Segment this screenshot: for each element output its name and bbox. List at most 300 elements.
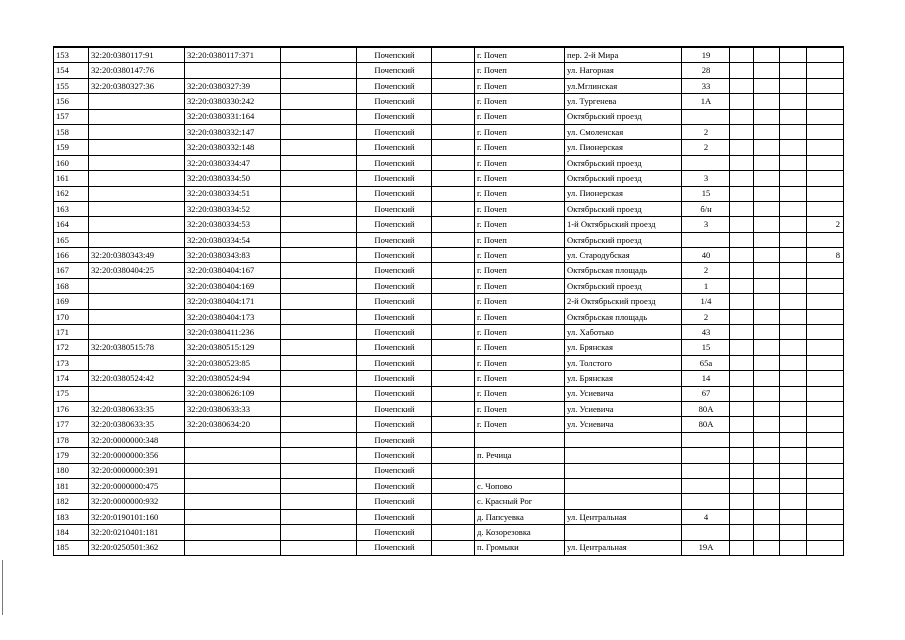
land-cadastral-number-cell (89, 140, 185, 155)
land-cadastral-number-cell (89, 201, 185, 216)
extra-column-3-cell (780, 109, 807, 124)
extra-column-4-cell: 8 (807, 248, 844, 263)
street-cell: Октябрьский проезд (565, 155, 682, 170)
row-number-cell: 184 (54, 525, 89, 540)
table-row (54, 540, 844, 555)
settlement-cell: г. Почеп (475, 248, 565, 263)
table-row (54, 78, 844, 93)
extra-column-2-cell (754, 140, 780, 155)
extra-column-3-cell (780, 140, 807, 155)
extra-column-3-cell (780, 248, 807, 263)
street-cell (565, 494, 682, 509)
blank-column-2-cell (432, 448, 475, 463)
extra-column-4-cell (807, 340, 844, 355)
building-cadastral-number-cell (185, 494, 281, 509)
extra-column-2-cell (754, 448, 780, 463)
settlement-cell: г. Почеп (475, 417, 565, 432)
blank-column-cell (281, 432, 357, 447)
table-row (54, 263, 844, 278)
extra-column-4-cell (807, 263, 844, 278)
extra-column-1-cell (730, 263, 754, 278)
settlement-cell: г. Почеп (475, 371, 565, 386)
district-cell: Почепский (357, 309, 432, 324)
blank-column-2-cell (432, 248, 475, 263)
district-cell: Почепский (357, 171, 432, 186)
extra-column-3-cell (780, 63, 807, 78)
land-cadastral-number-cell (89, 309, 185, 324)
building-cadastral-number-cell (185, 478, 281, 493)
street-cell: ул. Тургенева (565, 94, 682, 109)
extra-column-4-cell (807, 417, 844, 432)
land-cadastral-number-cell: 32:20:0380515:78 (89, 340, 185, 355)
street-cell: Октябрьский проезд (565, 201, 682, 216)
street-cell: ул. Центральная (565, 540, 682, 555)
district-cell: Почепский (357, 248, 432, 263)
building-cadastral-number-cell: 32:20:0380332:148 (185, 140, 281, 155)
blank-column-cell (281, 371, 357, 386)
house-number-cell: 4 (682, 509, 730, 524)
extra-column-1-cell (730, 124, 754, 139)
extra-column-1-cell (730, 432, 754, 447)
settlement-cell: г. Почеп (475, 63, 565, 78)
blank-column-cell (281, 540, 357, 555)
building-cadastral-number-cell: 32:20:0380334:50 (185, 171, 281, 186)
extra-column-2-cell (754, 294, 780, 309)
extra-column-1-cell (730, 78, 754, 93)
blank-column-2-cell (432, 325, 475, 340)
blank-column-cell (281, 494, 357, 509)
blank-column-cell (281, 78, 357, 93)
blank-column-2-cell (432, 140, 475, 155)
table-row (54, 217, 844, 232)
land-cadastral-number-cell: 32:20:0210401:181 (89, 525, 185, 540)
district-cell: Почепский (357, 325, 432, 340)
extra-column-1-cell (730, 140, 754, 155)
district-cell: Почепский (357, 124, 432, 139)
extra-column-2-cell (754, 155, 780, 170)
settlement-cell: д. Козорезовка (475, 525, 565, 540)
land-cadastral-number-cell (89, 155, 185, 170)
settlement-cell: г. Почеп (475, 355, 565, 370)
house-number-cell (682, 478, 730, 493)
blank-column-cell (281, 109, 357, 124)
extra-column-4-cell (807, 94, 844, 109)
settlement-cell: д. Папсуевка (475, 509, 565, 524)
blank-column-2-cell (432, 47, 475, 63)
house-number-cell: 2 (682, 124, 730, 139)
row-number-cell: 158 (54, 124, 89, 139)
extra-column-2-cell (754, 540, 780, 555)
extra-column-4-cell (807, 448, 844, 463)
settlement-cell: г. Почеп (475, 232, 565, 247)
blank-column-2-cell (432, 232, 475, 247)
blank-column-2-cell (432, 63, 475, 78)
building-cadastral-number-cell: 32:20:0380331:164 (185, 109, 281, 124)
extra-column-3-cell (780, 494, 807, 509)
street-cell: ул. Усиевича (565, 386, 682, 401)
blank-column-2-cell (432, 525, 475, 540)
street-cell: ул. Нагорная (565, 63, 682, 78)
extra-column-4-cell (807, 540, 844, 555)
row-number-cell: 159 (54, 140, 89, 155)
row-number-cell: 153 (54, 47, 89, 63)
settlement-cell: г. Почеп (475, 386, 565, 401)
table-row (54, 248, 844, 263)
extra-column-2-cell (754, 340, 780, 355)
land-cadastral-number-cell (89, 355, 185, 370)
extra-column-1-cell (730, 186, 754, 201)
extra-column-3-cell (780, 217, 807, 232)
street-cell: ул. Брянская (565, 371, 682, 386)
extra-column-4-cell (807, 78, 844, 93)
extra-column-2-cell (754, 186, 780, 201)
house-number-cell: 43 (682, 325, 730, 340)
blank-column-2-cell (432, 386, 475, 401)
row-number-cell: 181 (54, 478, 89, 493)
extra-column-3-cell (780, 509, 807, 524)
extra-column-2-cell (754, 478, 780, 493)
house-number-cell: б/н (682, 201, 730, 216)
extra-column-4-cell (807, 63, 844, 78)
house-number-cell: 33 (682, 78, 730, 93)
house-number-cell: 15 (682, 340, 730, 355)
district-cell: Почепский (357, 478, 432, 493)
land-cadastral-number-cell: 32:20:0000000:348 (89, 432, 185, 447)
extra-column-4-cell (807, 494, 844, 509)
blank-column-2-cell (432, 78, 475, 93)
building-cadastral-number-cell: 32:20:0380515:129 (185, 340, 281, 355)
blank-column-cell (281, 463, 357, 478)
district-cell: Почепский (357, 155, 432, 170)
building-cadastral-number-cell: 32:20:0380343:83 (185, 248, 281, 263)
settlement-cell (475, 432, 565, 447)
house-number-cell: 19 (682, 47, 730, 63)
table-row (54, 94, 844, 109)
settlement-cell: г. Почеп (475, 325, 565, 340)
extra-column-2-cell (754, 325, 780, 340)
blank-column-cell (281, 94, 357, 109)
blank-column-cell (281, 309, 357, 324)
settlement-cell: г. Почеп (475, 109, 565, 124)
building-cadastral-number-cell: 32:20:0380327:39 (185, 78, 281, 93)
extra-column-3-cell (780, 540, 807, 555)
blank-column-2-cell (432, 417, 475, 432)
settlement-cell: г. Почеп (475, 94, 565, 109)
table-row (54, 386, 844, 401)
blank-column-cell (281, 448, 357, 463)
district-cell: Почепский (357, 355, 432, 370)
extra-column-2-cell (754, 401, 780, 416)
extra-column-2-cell (754, 371, 780, 386)
extra-column-1-cell (730, 340, 754, 355)
extra-column-1-cell (730, 309, 754, 324)
extra-column-4-cell (807, 386, 844, 401)
building-cadastral-number-cell: 32:20:0380334:54 (185, 232, 281, 247)
building-cadastral-number-cell: 32:20:0380404:173 (185, 309, 281, 324)
extra-column-3-cell (780, 432, 807, 447)
house-number-cell: 2 (682, 263, 730, 278)
district-cell: Почепский (357, 432, 432, 447)
table-row (54, 432, 844, 447)
land-cadastral-number-cell (89, 325, 185, 340)
house-number-cell (682, 109, 730, 124)
blank-column-cell (281, 340, 357, 355)
blank-column-2-cell (432, 201, 475, 216)
extra-column-2-cell (754, 509, 780, 524)
land-cadastral-number-cell: 32:20:0380147:76 (89, 63, 185, 78)
settlement-cell: г. Почеп (475, 340, 565, 355)
settlement-cell: г. Почеп (475, 294, 565, 309)
building-cadastral-number-cell: 32:20:0380334:53 (185, 217, 281, 232)
street-cell: ул. Пионерская (565, 140, 682, 155)
table-row (54, 124, 844, 139)
district-cell: Почепский (357, 340, 432, 355)
building-cadastral-number-cell: 32:20:0380411:236 (185, 325, 281, 340)
settlement-cell: г. Почеп (475, 155, 565, 170)
building-cadastral-number-cell: 32:20:0380330:242 (185, 94, 281, 109)
blank-column-2-cell (432, 94, 475, 109)
land-cadastral-number-cell: 32:20:0380327:36 (89, 78, 185, 93)
extra-column-2-cell (754, 417, 780, 432)
row-number-cell: 154 (54, 63, 89, 78)
house-number-cell: 3 (682, 217, 730, 232)
street-cell (565, 463, 682, 478)
blank-column-2-cell (432, 263, 475, 278)
extra-column-2-cell (754, 463, 780, 478)
extra-column-2-cell (754, 278, 780, 293)
extra-column-3-cell (780, 263, 807, 278)
blank-column-2-cell (432, 124, 475, 139)
extra-column-4-cell (807, 478, 844, 493)
street-cell (565, 448, 682, 463)
house-number-cell (682, 463, 730, 478)
extra-column-2-cell (754, 248, 780, 263)
table-row (54, 478, 844, 493)
district-cell: Почепский (357, 217, 432, 232)
table-row (54, 325, 844, 340)
street-cell: ул. Пионерская (565, 186, 682, 201)
land-cadastral-number-cell: 32:20:0000000:932 (89, 494, 185, 509)
house-number-cell: 67 (682, 386, 730, 401)
extra-column-4-cell (807, 525, 844, 540)
extra-column-4-cell (807, 355, 844, 370)
blank-column-2-cell (432, 155, 475, 170)
settlement-cell: п. Громыки (475, 540, 565, 555)
extra-column-4-cell (807, 124, 844, 139)
blank-column-cell (281, 509, 357, 524)
extra-column-1-cell (730, 540, 754, 555)
row-number-cell: 179 (54, 448, 89, 463)
settlement-cell: п. Речица (475, 448, 565, 463)
table-row (54, 463, 844, 478)
blank-column-cell (281, 294, 357, 309)
blank-column-cell (281, 525, 357, 540)
land-cadastral-number-cell (89, 386, 185, 401)
row-number-cell: 157 (54, 109, 89, 124)
house-number-cell: 40 (682, 248, 730, 263)
extra-column-3-cell (780, 340, 807, 355)
extra-column-2-cell (754, 217, 780, 232)
settlement-cell: г. Почеп (475, 140, 565, 155)
street-cell: ул. Толстого (565, 355, 682, 370)
house-number-cell (682, 155, 730, 170)
table-row (54, 448, 844, 463)
row-number-cell: 156 (54, 94, 89, 109)
land-cadastral-number-cell (89, 124, 185, 139)
street-cell (565, 478, 682, 493)
blank-column-cell (281, 401, 357, 416)
building-cadastral-number-cell (185, 432, 281, 447)
blank-column-cell (281, 278, 357, 293)
blank-column-2-cell (432, 186, 475, 201)
blank-column-2-cell (432, 309, 475, 324)
extra-column-4-cell (807, 232, 844, 247)
extra-column-1-cell (730, 448, 754, 463)
extra-column-1-cell (730, 232, 754, 247)
extra-column-4-cell (807, 463, 844, 478)
extra-column-1-cell (730, 525, 754, 540)
settlement-cell: г. Почеп (475, 401, 565, 416)
settlement-cell: г. Почеп (475, 186, 565, 201)
extra-column-2-cell (754, 63, 780, 78)
district-cell: Почепский (357, 525, 432, 540)
building-cadastral-number-cell: 32:20:0380524:94 (185, 371, 281, 386)
house-number-cell: 1А (682, 94, 730, 109)
table-row (54, 47, 844, 63)
house-number-cell: 2 (682, 140, 730, 155)
land-cadastral-number-cell (89, 278, 185, 293)
land-cadastral-number-cell: 32:20:0380524:42 (89, 371, 185, 386)
land-cadastral-number-cell: 32:20:0380633:35 (89, 417, 185, 432)
extra-column-4-cell (807, 186, 844, 201)
settlement-cell: г. Почеп (475, 47, 565, 63)
table-row (54, 140, 844, 155)
extra-column-1-cell (730, 201, 754, 216)
extra-column-3-cell (780, 124, 807, 139)
extra-column-3-cell (780, 171, 807, 186)
table-row (54, 171, 844, 186)
blank-column-cell (281, 155, 357, 170)
extra-column-1-cell (730, 463, 754, 478)
row-number-cell: 163 (54, 201, 89, 216)
district-cell: Почепский (357, 47, 432, 63)
extra-column-3-cell (780, 401, 807, 416)
extra-column-2-cell (754, 355, 780, 370)
extra-column-2-cell (754, 124, 780, 139)
extra-column-3-cell (780, 325, 807, 340)
house-number-cell: 14 (682, 371, 730, 386)
district-cell: Почепский (357, 201, 432, 216)
building-cadastral-number-cell (185, 448, 281, 463)
street-cell (565, 432, 682, 447)
district-cell: Почепский (357, 417, 432, 432)
settlement-cell: г. Почеп (475, 78, 565, 93)
row-number-cell: 174 (54, 371, 89, 386)
house-number-cell: 15 (682, 186, 730, 201)
extra-column-1-cell (730, 294, 754, 309)
row-number-cell: 160 (54, 155, 89, 170)
extra-column-3-cell (780, 232, 807, 247)
house-number-cell: 3 (682, 171, 730, 186)
row-number-cell: 168 (54, 278, 89, 293)
table-row (54, 371, 844, 386)
row-number-cell: 164 (54, 217, 89, 232)
blank-column-2-cell (432, 540, 475, 555)
extra-column-3-cell (780, 309, 807, 324)
blank-column-2-cell (432, 340, 475, 355)
extra-column-3-cell (780, 478, 807, 493)
street-cell: Октябрьская площадь (565, 263, 682, 278)
extra-column-1-cell (730, 109, 754, 124)
extra-column-3-cell (780, 294, 807, 309)
land-cadastral-number-cell (89, 186, 185, 201)
house-number-cell: 1/4 (682, 294, 730, 309)
blank-column-cell (281, 186, 357, 201)
extra-column-3-cell (780, 155, 807, 170)
table-row (54, 294, 844, 309)
street-cell: пер. 2-й Мира (565, 47, 682, 63)
land-cadastral-number-cell: 32:20:0000000:391 (89, 463, 185, 478)
street-cell: Октябрьская площадь (565, 309, 682, 324)
extra-column-3-cell (780, 525, 807, 540)
row-number-cell: 166 (54, 248, 89, 263)
blank-column-cell (281, 248, 357, 263)
house-number-cell: 80А (682, 401, 730, 416)
building-cadastral-number-cell: 32:20:0380523:85 (185, 355, 281, 370)
settlement-cell: г. Почеп (475, 309, 565, 324)
extra-column-2-cell (754, 494, 780, 509)
settlement-cell (475, 463, 565, 478)
street-cell: ул.Мглинская (565, 78, 682, 93)
building-cadastral-number-cell: 32:20:0380634:20 (185, 417, 281, 432)
settlement-cell: с. Чопово (475, 478, 565, 493)
blank-column-cell (281, 263, 357, 278)
extra-column-3-cell (780, 94, 807, 109)
building-cadastral-number-cell: 32:20:0380626:109 (185, 386, 281, 401)
table-row (54, 309, 844, 324)
extra-column-3-cell (780, 355, 807, 370)
land-cadastral-number-cell (89, 294, 185, 309)
extra-column-3-cell (780, 186, 807, 201)
registry-table (53, 46, 844, 556)
extra-column-4-cell (807, 371, 844, 386)
extra-column-4-cell (807, 155, 844, 170)
extra-column-1-cell (730, 63, 754, 78)
extra-column-2-cell (754, 109, 780, 124)
table-row (54, 109, 844, 124)
house-number-cell: 1 (682, 278, 730, 293)
blank-column-2-cell (432, 109, 475, 124)
district-cell: Почепский (357, 294, 432, 309)
extra-column-1-cell (730, 171, 754, 186)
row-number-cell: 183 (54, 509, 89, 524)
extra-column-3-cell (780, 78, 807, 93)
extra-column-1-cell (730, 509, 754, 524)
row-number-cell: 161 (54, 171, 89, 186)
extra-column-1-cell (730, 401, 754, 416)
land-cadastral-number-cell: 32:20:0380404:25 (89, 263, 185, 278)
row-number-cell: 171 (54, 325, 89, 340)
row-number-cell: 177 (54, 417, 89, 432)
table-row (54, 401, 844, 416)
extra-column-4-cell (807, 294, 844, 309)
table-row (54, 278, 844, 293)
row-number-cell: 180 (54, 463, 89, 478)
land-cadastral-number-cell: 32:20:0250501:362 (89, 540, 185, 555)
extra-column-2-cell (754, 263, 780, 278)
building-cadastral-number-cell (185, 525, 281, 540)
extra-column-3-cell (780, 386, 807, 401)
